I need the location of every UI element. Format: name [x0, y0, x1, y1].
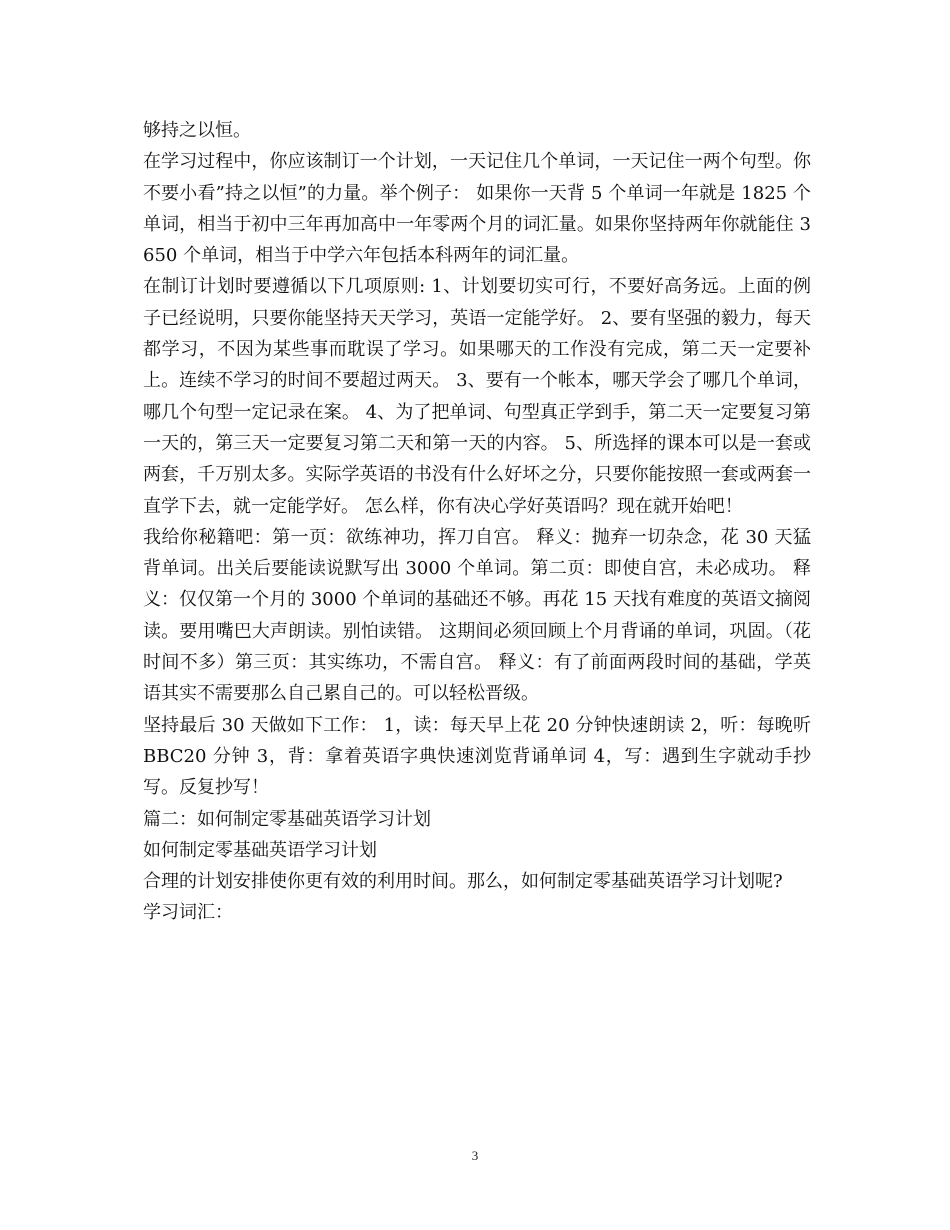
paragraph-plan-principles: 在制订计划时要遵循以下几项原则: 1、计划要切实可行，不要好高务远。上面的例子已经说明，只要你能坚持天天学习，英语一定能学好。 2、要有坚强的毅力，每天都学习，不因为某些事而耽误了学习。如果哪天的工作没有完成，第二天一定要补上。连续不学习的时间不要超过两天。 3、要有一个帐本，哪天学会了哪几个单词，哪几个句型一定记录在案。 4、为了把单词、句型真正学到手，第二天一定要复习第一天的，第三天一定要复习第二天和第一天的内容。 5、所选择的课本可以是一套或两套，千万别太多。实际学英语的书没有什么好坏之分，只要你能按照一套或两套一直学下去，就一定能学好。 怎么样，你有决心学好英语吗？现在就开始吧！ — [143, 276, 811, 517]
paragraph-study-plan: 在学习过程中，你应该制订一个计划，一天记住几个单词，一天记住一两个句型。你不要小看”持之以恒”的力量。举个例子： 如果你一天背 5 个单词一年就是 1825 个单词，相当于初中三年再加高中一年零两个月的词汇量。如果你坚持两年你就能住 3650 个单词，相当于中学六年包括本科两年的词汇量。 — [143, 151, 811, 267]
article-title: 如何制定零基础英语学习计划 — [143, 839, 377, 861]
document-body — [143, 115, 811, 929]
paragraph-persistence-end: 够持之以恒。 — [143, 120, 251, 141]
paragraph-intro: 合理的计划安排使你更有效的利用时间。那么，如何制定零基础英语学习计划呢? — [143, 871, 783, 893]
paragraph-final-30-days: 坚持最后 30 天做如下工作： 1，读：每天早上花 20 分钟快速朗读 2，听：每晚听 BBC20 分钟 3，背：拿着英语字典快速浏览背诵单词 4，写：遇到生字就动手抄写。反复抄写！ — [143, 714, 811, 799]
page-number: 3 — [471, 1148, 479, 1163]
section-heading: 篇二：如何制定零基础英语学习计划 — [143, 808, 431, 830]
paragraph-vocabulary-heading: 学习词汇： — [143, 902, 233, 924]
paragraph-secret-manual: 我给你秘籍吧：第一页：欲练神功，挥刀自宫。 释义：抛弃一切杂念，花 30 天猛背单词。出关后要能读说默写出 3000 个单词。第二页：即使自宫，未必成功。 释义：仅仅第一个月的 3000 个单词的基础还不够。再花 15 天找有难度的英语文摘阅读。要用嘴巴大声朗读。别怕读错。 这期间必须回顾上个月背诵的单词，巩固。（花时间不多）第三页：其实练功，不需自宫。 释义：有了前面两段时间的基础，学英语其实不需要那么自己累自己的。可以轻松晋级。 — [143, 526, 811, 705]
